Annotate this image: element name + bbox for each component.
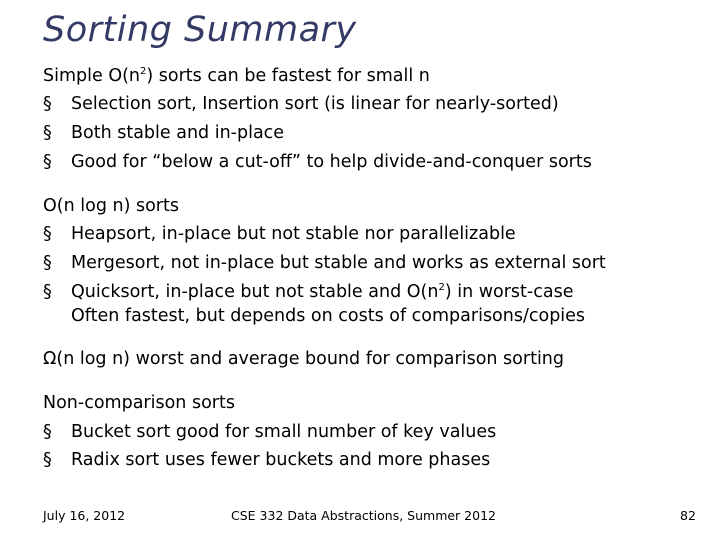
bullet-item: § Heapsort, in-place but not stable nor parallelizable <box>43 224 516 244</box>
bullet-icon: § <box>43 282 52 302</box>
bullet-icon: § <box>43 94 52 114</box>
slide-title: Sorting Summary <box>43 10 357 50</box>
lower-bound-line: Ω(n log n) worst and average bound for comparison sorting <box>43 349 565 369</box>
bullet-item: § Both stable and in-place <box>43 123 285 143</box>
bullet-item: § Mergesort, not in-place but stable and works as external sort <box>43 253 606 273</box>
bullet-item: § Quicksort, in-place but not stable and $O(n^2)$ in worst-case <box>43 282 574 302</box>
bullet-icon: § <box>43 253 52 273</box>
bullet-icon: § <box>43 224 52 244</box>
bullet-item: § Good for “below a cut-off” to help divide-and-conquer sorts <box>43 152 592 172</box>
bullet-icon: § <box>43 422 52 442</box>
bullet-item: § Bucket sort good for small number of key values <box>43 422 497 442</box>
bullet-item: § Radix sort uses fewer buckets and more phases <box>43 450 491 470</box>
bullet-icon: § <box>43 123 52 143</box>
nlogn-sorts-heading: O(n log n) sorts <box>43 196 179 216</box>
bullet-item: § Selection sort, Insertion sort (is linear for nearly-sorted) <box>43 94 559 114</box>
simple-sorts-heading: Simple $O(n^2)$ sorts can be fastest for small n <box>43 66 430 86</box>
bullet-icon: § <box>43 152 52 172</box>
footer-page-number: 82 <box>680 508 696 523</box>
bullet-icon: § <box>43 450 52 470</box>
bullet-continuation: Often fastest, but depends on costs of comparisons/copies <box>71 306 586 326</box>
noncomparison-heading: Non-comparison sorts <box>43 393 235 413</box>
footer-course: CSE 332 Data Abstractions, Summer 2012 <box>231 508 496 523</box>
footer-date: July 16, 2012 <box>43 508 126 523</box>
